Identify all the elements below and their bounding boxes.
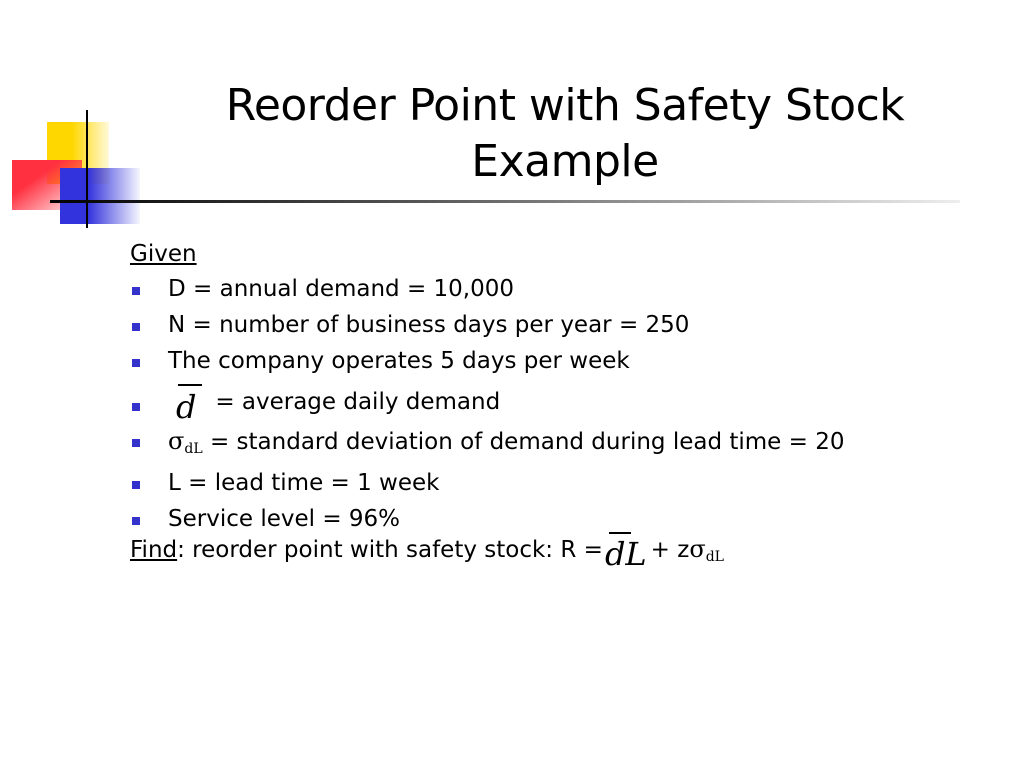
- bullet-text: = average daily demand: [215, 389, 501, 415]
- overbar: [178, 384, 202, 386]
- title-underline: [50, 200, 960, 203]
- bullet-icon: [132, 403, 140, 411]
- sigma-subscript: dL: [184, 441, 203, 457]
- find-sigma-subscript: dL: [705, 549, 724, 565]
- bullet-text: The company operates 5 days per week: [168, 348, 630, 374]
- given-heading: [130, 240, 990, 275]
- vertical-rule: [86, 110, 88, 228]
- find-plus-z: + z: [650, 537, 690, 563]
- d-bar-symbol: [168, 385, 208, 425]
- bullet-icon: [132, 481, 140, 489]
- list-item: [130, 347, 990, 383]
- title-line-1: Reorder Point with Safety Stock: [225, 80, 905, 131]
- bullet-text: Service level = 96%: [168, 506, 401, 532]
- bullet-text: D = annual demand = 10,000: [168, 276, 515, 302]
- bullet-text: = standard deviation of demand during lead time = 20: [209, 429, 845, 455]
- dl-bar-symbol: [604, 535, 647, 573]
- blue-square: [60, 168, 140, 224]
- bullet-icon: [132, 517, 140, 525]
- bullet-icon: [132, 439, 140, 447]
- list-item: [130, 469, 990, 505]
- sigma-symbol: σ: [168, 427, 185, 455]
- bullet-icon: [132, 323, 140, 331]
- find-line: [130, 535, 990, 575]
- bullet-text: L = lead time = 1 week: [168, 470, 440, 496]
- overbar: [609, 532, 631, 534]
- bullet-icon: [132, 359, 140, 367]
- bullet-icon: [132, 287, 140, 295]
- dl-letters: dL: [604, 535, 647, 573]
- list-item: [130, 275, 990, 311]
- slide-content: [130, 240, 990, 575]
- list-item: [130, 311, 990, 347]
- title-line-2: Example: [471, 136, 659, 187]
- slide-title: [150, 78, 980, 190]
- find-text: : reorder point with safety stock: R =: [177, 537, 603, 563]
- given-label: Given: [130, 241, 197, 267]
- find-sigma-symbol: σ: [689, 535, 706, 563]
- d-letter: d: [176, 388, 197, 426]
- list-item: [130, 385, 990, 427]
- list-item: [130, 427, 990, 469]
- find-label: Find: [130, 537, 178, 563]
- bullet-text: N = number of business days per year = 250: [168, 312, 690, 338]
